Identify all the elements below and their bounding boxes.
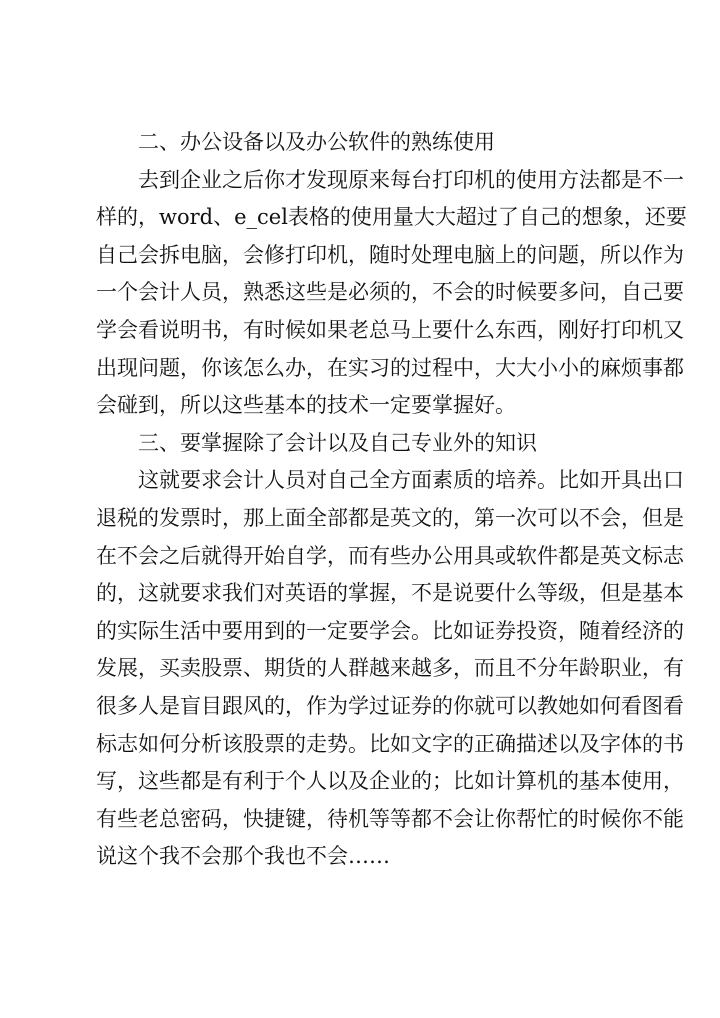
paragraph-line: 样的，word、e_cel表格的使用量大大超过了自己的想象，还要 xyxy=(96,205,687,230)
paragraph-line: 一个会计人员，熟悉这些是必须的，不会的时候要多问，自己要 xyxy=(96,280,684,305)
paragraph-line: 去到企业之后你才发现原来每台打印机的使用方法都是不一 xyxy=(138,167,684,192)
section-heading-3: 三、要掌握除了会计以及自己专业外的知识 xyxy=(138,430,537,455)
paragraph-line: 这就要求会计人员对自己全方面素质的培养。比如开具出口 xyxy=(138,468,684,493)
paragraph-line: 出现问题，你该怎么办，在实习的过程中，大大小小的麻烦事都 xyxy=(96,355,684,380)
paragraph-line: 的实际生活中要用到的一定要学会。比如证券投资，随着经济的 xyxy=(96,618,684,643)
paragraph-line: 很多人是盲目跟风的，作为学过证券的你就可以教她如何看图看 xyxy=(96,693,684,718)
paragraph-line: 的，这就要求我们对英语的掌握，不是说要什么等级，但是基本 xyxy=(96,581,684,606)
paragraph-line: 有些老总密码，快捷键，待机等等都不会让你帮忙的时候你不能 xyxy=(96,806,684,831)
paragraph-line: 自己会拆电脑，会修打印机，随时处理电脑上的问题，所以作为 xyxy=(96,242,684,267)
section-heading-2: 二、办公设备以及办公软件的熟练使用 xyxy=(138,130,495,154)
paragraph-line: 发展，买卖股票、期货的人群越来越多，而且不分年龄职业，有 xyxy=(96,656,684,681)
paragraph-line: 学会看说明书，有时候如果老总马上要什么东西，刚好打印机又 xyxy=(96,317,684,342)
paragraph-extra-knowledge xyxy=(96,462,684,876)
paragraph-line: 写，这些都是有利于个人以及企业的；比如计算机的基本使用， xyxy=(96,769,684,794)
paragraph-office-equipment xyxy=(96,162,687,425)
paragraph-line: 说这个我不会那个我也不会…… xyxy=(96,844,390,869)
paragraph-line: 标志如何分析该股票的走势。比如文字的正确描述以及字体的书 xyxy=(96,731,684,756)
paragraph-line: 退税的发票时，那上面全部都是英文的，第一次可以不会，但是 xyxy=(96,505,684,530)
paragraph-line: 在不会之后就得开始自学，而有些办公用具或软件都是英文标志 xyxy=(96,543,684,568)
paragraph-line: 会碰到，所以这些基本的技术一定要掌握好。 xyxy=(96,393,516,418)
document-page xyxy=(96,124,687,876)
